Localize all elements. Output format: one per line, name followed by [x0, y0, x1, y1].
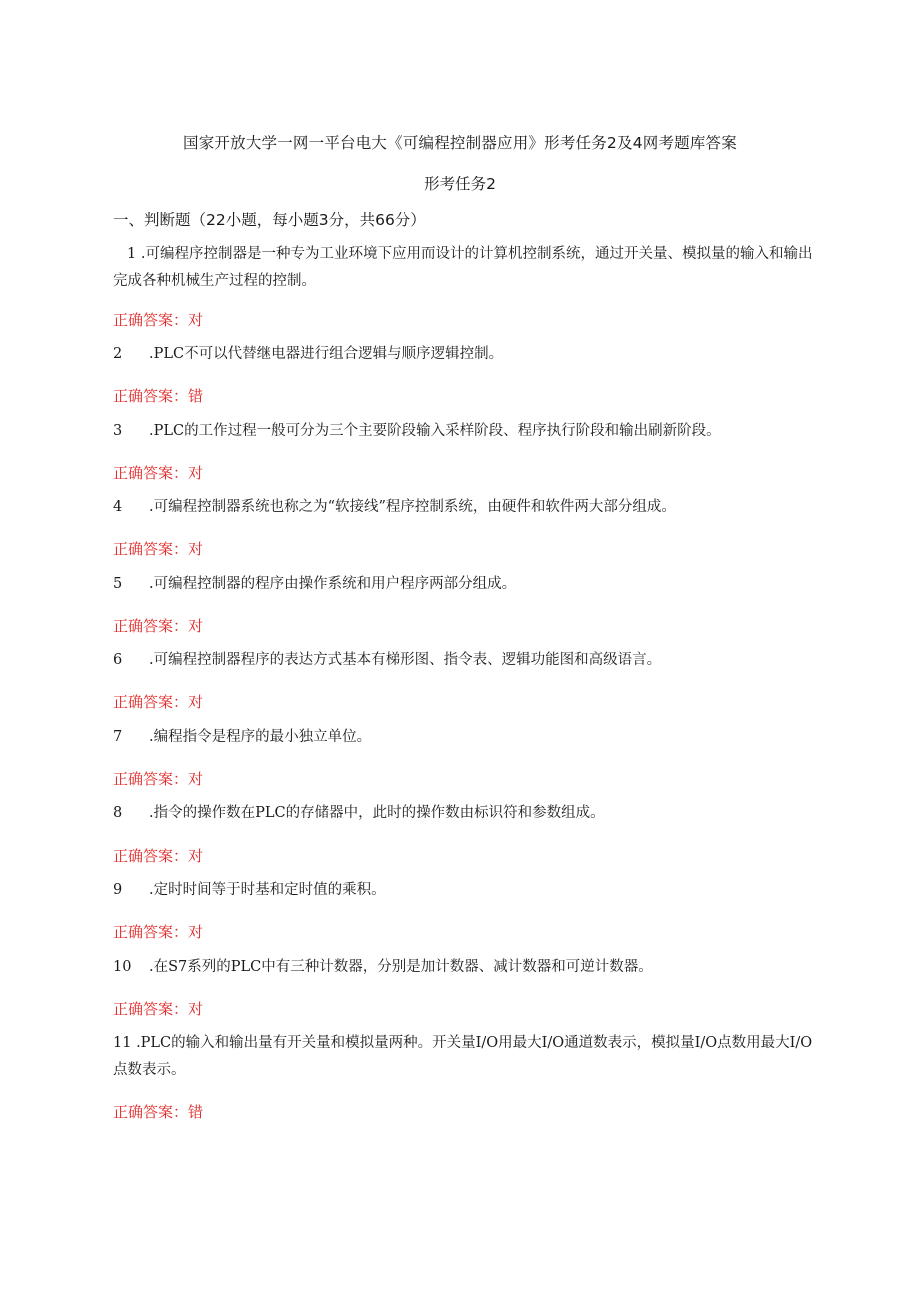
question-text: .PLC的输入和输出量有开关量和模拟量两种。开关量I/O用最大I/O通道数表示，模拟量I/O点数用最大I/O点数表示。 [113, 1035, 813, 1078]
question-text: .可编程控制器系统也称之为“软接线”程序控制系统，由硬件和软件两大部分组成。 [149, 499, 676, 515]
answer-7: 正确答案：对 [113, 770, 204, 788]
answer-2: 正确答案：错 [113, 387, 204, 405]
question-number: 2 [113, 346, 123, 362]
question-5 [113, 571, 825, 598]
question-1 [113, 241, 825, 295]
question-number: 4 [113, 499, 123, 515]
question-text: .定时时间等于时基和定时值的乘积。 [149, 882, 386, 898]
question-number: 11 [113, 1035, 132, 1051]
question-number: 6 [113, 652, 123, 668]
question-2 [113, 341, 825, 368]
answer-5: 正确答案：对 [113, 617, 204, 635]
document-title: 国家开放大学一网一平台电大《可编程控制器应用》形考任务2及4网考题库答案 [183, 134, 737, 152]
question-text: .PLC不可以代替继电器进行组合逻辑与顺序逻辑控制。 [149, 346, 504, 362]
question-text: .可编程控制器程序的表达方式基本有梯形图、指令表、逻辑功能图和高级语言。 [149, 652, 662, 668]
answer-6: 正确答案：对 [113, 693, 204, 711]
document-subtitle: 形考任务2 [424, 175, 496, 193]
answer-10: 正确答案：对 [113, 1000, 204, 1018]
section-heading: 一、判断题（22小题，每小题3分，共66分） [113, 211, 426, 229]
question-text: .编程指令是程序的最小独立单位。 [149, 729, 372, 745]
answer-3: 正确答案：对 [113, 464, 204, 482]
answer-11: 正确答案：错 [113, 1103, 204, 1121]
question-11 [113, 1030, 825, 1084]
question-text: .可编程控制器的程序由操作系统和用户程序两部分组成。 [149, 576, 517, 592]
answer-1: 正确答案：对 [113, 311, 204, 329]
question-8 [113, 800, 825, 827]
question-number: 10 [113, 959, 132, 975]
question-text: .在S7系列的PLC中有三种计数器，分别是加计数器、减计数器和可逆计数器。 [149, 959, 653, 975]
question-text: .可编程序控制器是一种专为工业环境下应用而设计的计算机控制系统，通过开关量、模拟量的输入和输出完成各种机械生产过程的控制。 [113, 246, 813, 289]
question-10 [113, 954, 825, 981]
question-number: 5 [113, 576, 123, 592]
question-text: .指令的操作数在PLC的存储器中，此时的操作数由标识符和参数组成。 [149, 805, 605, 821]
answer-4: 正确答案：对 [113, 540, 204, 558]
question-6 [113, 647, 825, 674]
question-number: 3 [113, 423, 123, 439]
question-number: 8 [113, 805, 123, 821]
question-3 [113, 418, 825, 445]
question-number: 7 [113, 729, 123, 745]
question-number: 1 [127, 246, 137, 262]
question-number: 9 [113, 882, 123, 898]
question-9 [113, 877, 825, 904]
question-text: .PLC的工作过程一般可分为三个主要阶段输入采样阶段、程序执行阶段和输出刷新阶段。 [149, 423, 721, 439]
question-4 [113, 494, 825, 521]
answer-9: 正确答案：对 [113, 923, 204, 941]
question-7 [113, 724, 825, 751]
answer-8: 正确答案：对 [113, 847, 204, 865]
